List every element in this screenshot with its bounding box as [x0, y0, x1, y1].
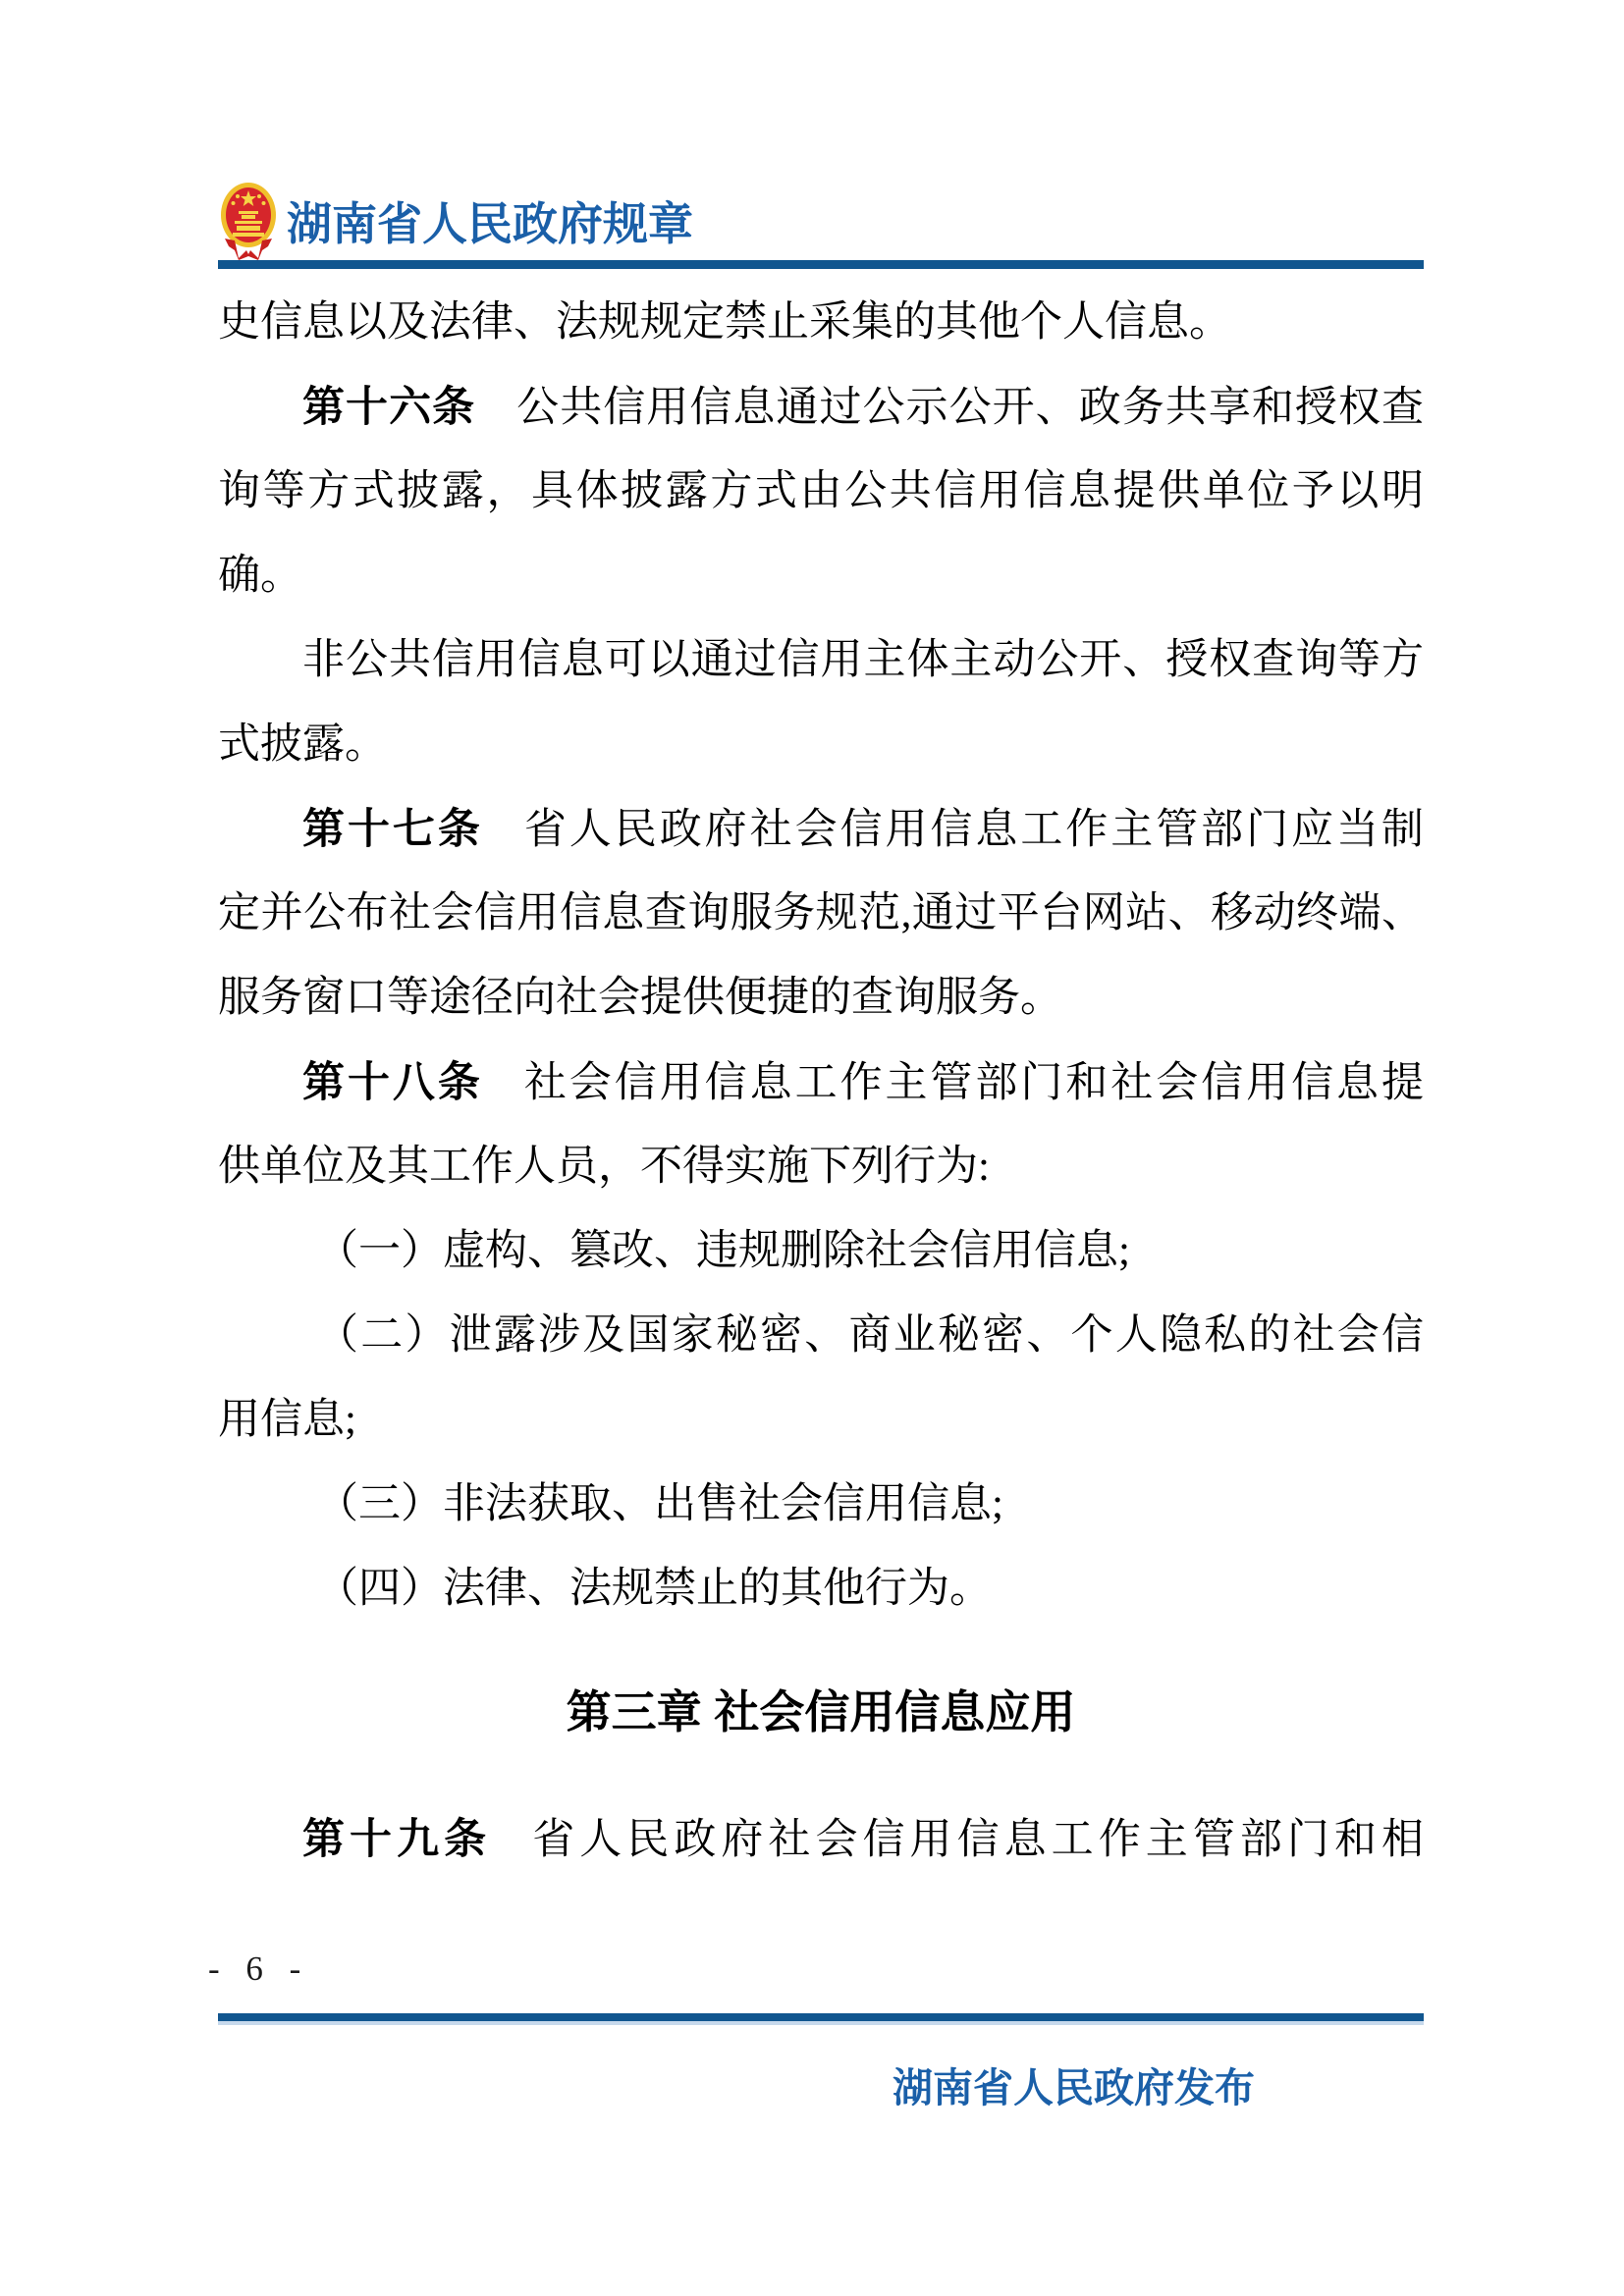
line-text: 省人民政府社会信用信息工作主管部门应当制 — [523, 807, 1425, 853]
article-number: 第十八条 — [302, 1059, 483, 1106]
document-body — [218, 281, 1424, 1882]
line-text: 省人民政府社会信用信息工作主管部门和相 — [532, 1817, 1425, 1863]
line-text: 供单位及其工作人员，不得实施下列行为: — [218, 1144, 990, 1190]
line-text: 式披露。 — [218, 721, 387, 768]
line-text: 服务窗口等途径向社会提供便捷的查询服务。 — [218, 975, 1062, 1021]
line-text: 公共信用信息通过公示公开、政务共享和授权查 — [516, 385, 1425, 431]
text-line — [218, 450, 1424, 534]
text-line — [218, 1209, 1424, 1294]
line-text: 询等方式披露，具体披露方式由公共信用信息提供单位予以明 — [218, 468, 1424, 514]
line-text: 史信息以及法律、法规规定禁止采集的其他个人信息。 — [218, 299, 1231, 346]
text-line — [218, 956, 1424, 1041]
line-text: （一）虚构、篡改、违规删除社会信用信息; — [316, 1228, 1130, 1274]
line-text: 确。 — [218, 553, 302, 599]
chapter-heading: 第三章 社会信用信息应用 — [566, 1686, 1076, 1737]
text-line — [218, 872, 1424, 956]
text-line — [218, 1797, 1424, 1882]
article-number: 第十九条 — [302, 1816, 492, 1863]
text-line — [218, 1041, 1424, 1125]
line-text: 非公共信用信息可以通过信用主体主动公开、授权查询等方 — [302, 637, 1424, 683]
article-number: 第十七条 — [302, 806, 483, 853]
line-text: （二）泄露涉及国家秘密、商业秘密、个人隐私的社会信 — [316, 1312, 1424, 1359]
text-line — [218, 1125, 1424, 1209]
text-line — [218, 281, 1424, 365]
line-text: 定并公布社会信用信息查询服务规范,通过平台网站、移动终端、 — [218, 890, 1424, 936]
national-emblem-icon — [219, 182, 278, 260]
text-line — [218, 618, 1424, 703]
text-line — [218, 787, 1424, 872]
page-number: - 6 - — [208, 1949, 310, 1988]
line-text: 用信息; — [218, 1397, 356, 1443]
article-number: 第十六条 — [302, 384, 476, 431]
line-text: 社会信用信息工作主管部门和社会信用信息提 — [523, 1060, 1425, 1106]
publisher-label: 湖南省人民政府发布 — [893, 2065, 1255, 2110]
line-text: （三）非法获取、出售社会信用信息; — [316, 1481, 1003, 1527]
page-header-title: 湖南省人民政府规章 — [287, 199, 693, 249]
text-line — [218, 1463, 1424, 1547]
line-text: （四）法律、法规禁止的其他行为。 — [316, 1566, 992, 1612]
text-line — [218, 1547, 1424, 1631]
header-divider — [218, 260, 1424, 269]
text-line — [218, 534, 1424, 618]
footer-divider — [218, 2013, 1424, 2025]
text-line — [218, 1378, 1424, 1463]
text-line — [218, 1294, 1424, 1378]
text-line — [218, 365, 1424, 450]
text-line — [218, 703, 1424, 787]
